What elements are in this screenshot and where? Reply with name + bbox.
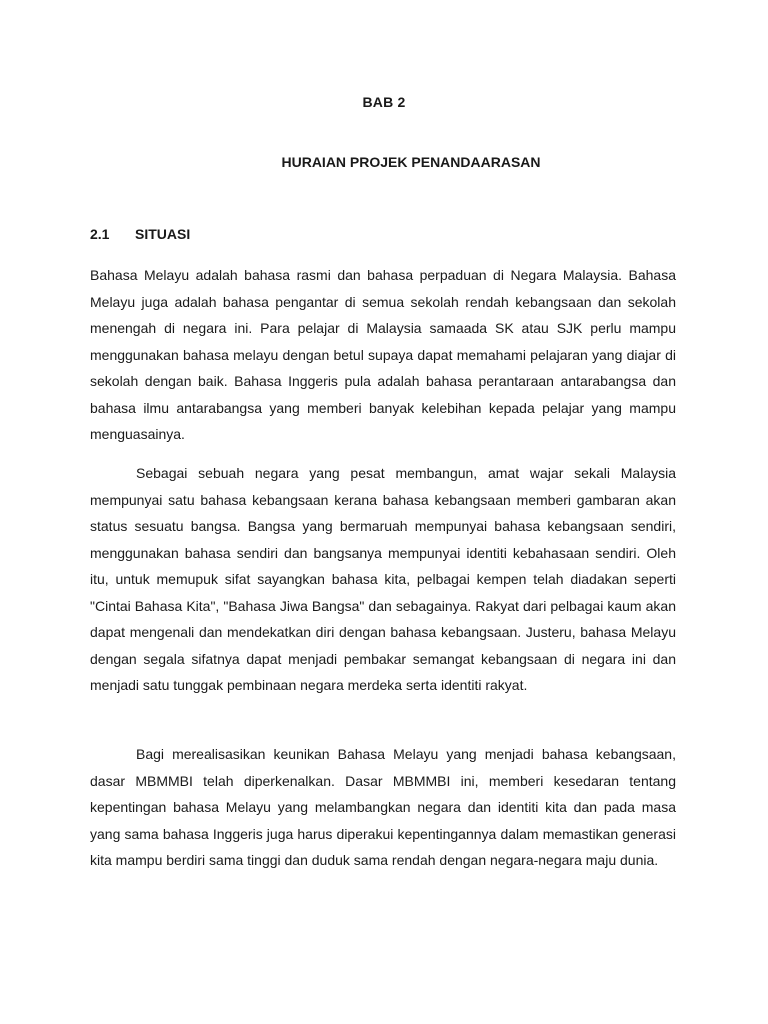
paragraph-1: Bahasa Melayu adalah bahasa rasmi dan bahasa perpaduan di Negara Malaysia. Bahasa Melayu juga adalah bahasa pengantar di semua sekolah rendah kebangsaan dan sekolah menengah di negara ini. Para pelajar di Malaysia samaada SK atau SJK perlu mampu menggunakan bahasa melayu dengan betul supaya dapat memahami pelajaran yang diajar di sekolah dengan baik. Bahasa Inggeris pula adalah bahasa perantaraan antarabangsa dan bahasa ilmu antarabangsa yang memberi banyak kelebihan kepada pelajar yang mampu menguasainya. [90, 267, 676, 442]
section-title: SITUASI [135, 226, 191, 242]
chapter-label: BAB 2 [362, 94, 406, 110]
paragraph-3: Bagi merealisasikan keunikan Bahasa Melayu yang menjadi bahasa kebangsaan, dasar MBMMBI telah diperkenalkan. Dasar MBMMBI ini, memberi kesedaran tentang kepentingan bahasa Melayu yang melambangkan negara dan identiti kita dan pada masa yang sama bahasa Inggeris juga harus diperakui kepentingannya dalam memastikan generasi kita mampu berdiri sama tinggi dan duduk sama rendah dengan negara-negara maju dunia. [90, 746, 676, 868]
section-number: 2.1 [90, 226, 110, 242]
section-heading [90, 226, 190, 242]
chapter-title: HURAIAN PROJEK PENANDAARASAN [281, 154, 541, 170]
paragraph-2: Sebagai sebuah negara yang pesat membangun, amat wajar sekali Malaysia mempunyai satu bahasa kebangsaan kerana bahasa kebangsaan memberi gambaran akan status sesuatu bangsa. Bangsa yang bermaruah mempunyai bahasa kebangsaan sendiri, menggunakan bahasa sendiri dan bangsanya mempunyai identiti kebahasaan sendiri. Oleh itu, untuk memupuk sifat sayangkan bahasa kita, pelbagai kempen telah diadakan seperti "Cintai Bahasa Kita", "Bahasa Jiwa Bangsa" dan sebagainya. Rakyat dari pelbagai kaum akan dapat mengenali dan mendekatkan diri dengan bahasa kebangsaan. Justeru, bahasa Melayu dengan segala sifatnya dapat menjadi pembakar semangat kebangsaan di negara ini dan menjadi satu tunggak pembinaan negara merdeka serta identiti rakyat. [90, 465, 676, 693]
